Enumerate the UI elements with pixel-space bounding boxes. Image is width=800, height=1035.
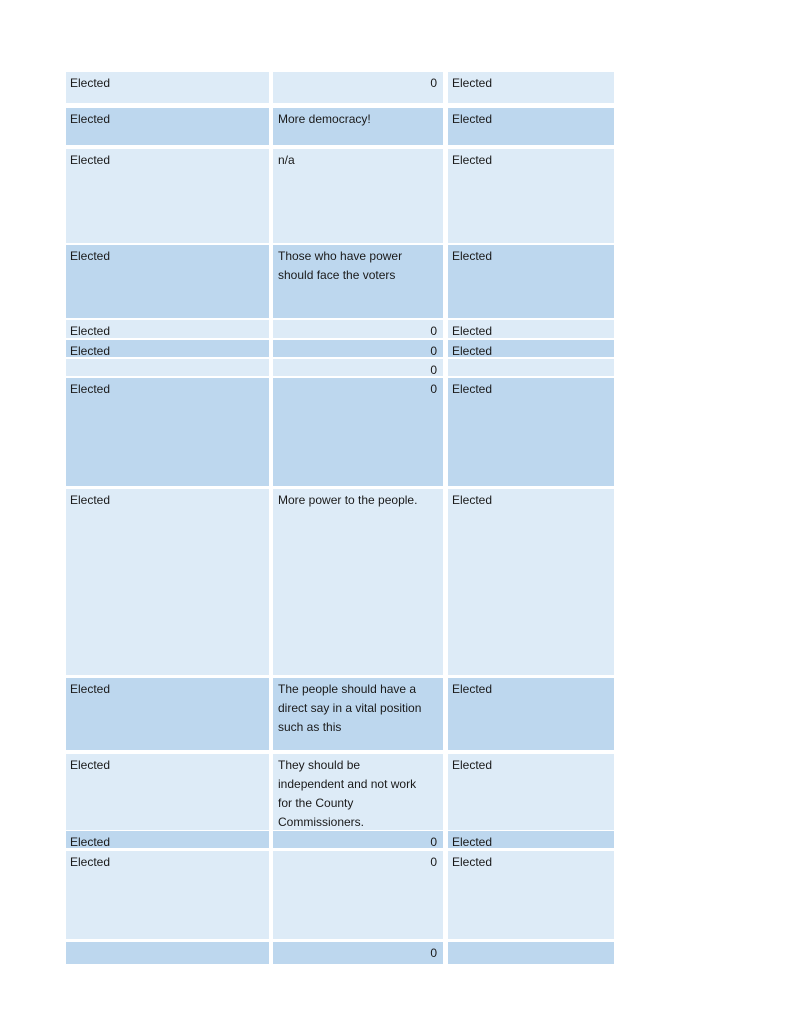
cell-middle[interactable]: They should be independent and not work for the County Commissioners. <box>273 754 443 830</box>
cell-middle[interactable]: 0 <box>273 831 443 848</box>
cell-middle[interactable]: 0 <box>273 359 443 376</box>
cell-left[interactable]: Elected <box>66 754 269 830</box>
table-row <box>66 754 614 830</box>
cell-right[interactable] <box>448 359 614 376</box>
cell-middle[interactable]: The people should have a direct say in a vital position such as this <box>273 678 443 750</box>
table-row <box>66 378 614 486</box>
table-row <box>66 359 614 376</box>
cell-middle[interactable]: 0 <box>273 340 443 357</box>
cell-left[interactable]: Elected <box>66 320 269 338</box>
cell-right[interactable] <box>448 942 614 964</box>
table-row <box>66 149 614 243</box>
cell-middle[interactable]: 0 <box>273 320 443 338</box>
cell-right[interactable]: Elected <box>448 378 614 486</box>
cell-left[interactable]: Elected <box>66 108 269 145</box>
cell-right[interactable]: Elected <box>448 489 614 675</box>
cell-middle[interactable]: 0 <box>273 942 443 964</box>
table-row <box>66 320 614 338</box>
table-row <box>66 72 614 103</box>
cell-left[interactable]: Elected <box>66 678 269 750</box>
cell-left[interactable]: Elected <box>66 378 269 486</box>
survey-table <box>66 72 614 964</box>
cell-left[interactable] <box>66 359 269 376</box>
table-row <box>66 489 614 675</box>
cell-middle[interactable]: More power to the people. <box>273 489 443 675</box>
cell-middle[interactable]: 0 <box>273 851 443 939</box>
cell-left[interactable]: Elected <box>66 149 269 243</box>
cell-middle[interactable]: 0 <box>273 378 443 486</box>
table-row <box>66 851 614 939</box>
cell-left[interactable]: Elected <box>66 340 269 357</box>
cell-left[interactable]: Elected <box>66 851 269 939</box>
cell-middle[interactable]: 0 <box>273 72 443 103</box>
cell-right[interactable]: Elected <box>448 72 614 103</box>
table-row <box>66 245 614 318</box>
cell-middle[interactable]: Those who have power should face the voters <box>273 245 443 318</box>
cell-left[interactable]: Elected <box>66 489 269 675</box>
table-row <box>66 831 614 848</box>
cell-right[interactable]: Elected <box>448 245 614 318</box>
cell-right[interactable]: Elected <box>448 851 614 939</box>
cell-right[interactable]: Elected <box>448 754 614 830</box>
table-row <box>66 678 614 750</box>
cell-right[interactable]: Elected <box>448 108 614 145</box>
cell-left[interactable]: Elected <box>66 245 269 318</box>
cell-right[interactable]: Elected <box>448 149 614 243</box>
cell-right[interactable]: Elected <box>448 678 614 750</box>
cell-middle[interactable]: n/a <box>273 149 443 243</box>
cell-right[interactable]: Elected <box>448 320 614 338</box>
cell-left[interactable]: Elected <box>66 72 269 103</box>
table-row <box>66 108 614 145</box>
cell-right[interactable]: Elected <box>448 831 614 848</box>
table-row <box>66 340 614 357</box>
cell-right[interactable]: Elected <box>448 340 614 357</box>
cell-middle[interactable]: More democracy! <box>273 108 443 145</box>
table-row <box>66 942 614 964</box>
cell-left[interactable] <box>66 942 269 964</box>
cell-left[interactable]: Elected <box>66 831 269 848</box>
